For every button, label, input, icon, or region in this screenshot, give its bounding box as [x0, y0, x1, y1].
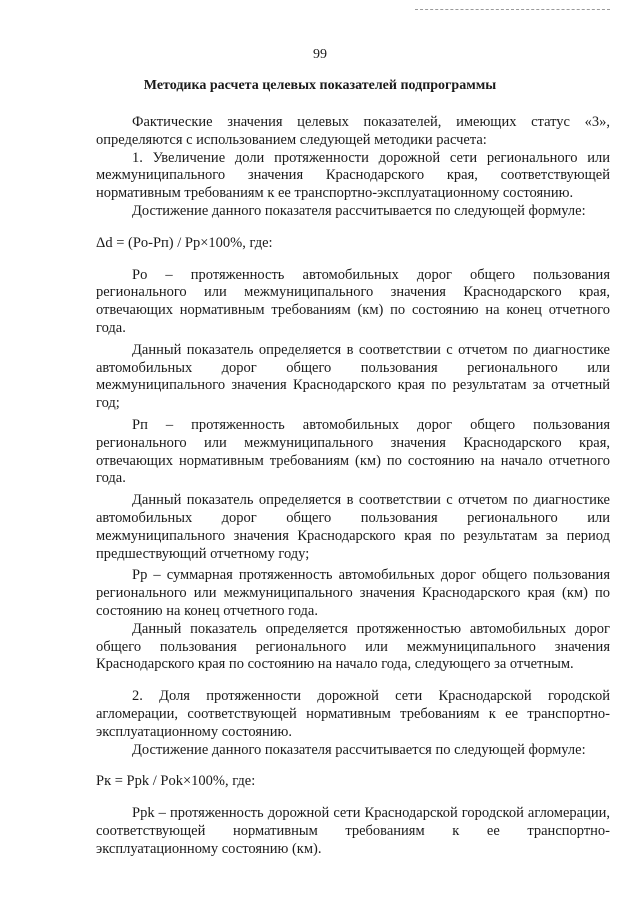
document-title: Методика расчета целевых показателей подпрограммы [143, 78, 497, 93]
definition-pp-total: Pp – суммарная протяженность автомобильных дорог общего пользования регионального или межмуниципального значения Краснодарского края (км) по состоянию на конец отчетного года. [96, 567, 610, 619]
definition-ppk: Ppk – протяженность дорожной сети Краснодарской городской агломерации, соответствующей нормативным требованиям к ее транспортно-эксплуатационному состоянию (км). [96, 805, 610, 857]
definition-po-source: Данный показатель определяется в соответствии с отчетом по диагностике автомобильных дорог общего пользования регионального или межмуниципального значения Краснодарского края по результатам за отчетный год; [96, 341, 610, 412]
definition-pp-start: Pп – протяженность автомобильных дорог общего пользования регионального или межмуниципального значения Краснодарского края, отвечающих нормативным требованиям (км) по состоянию на начало отчетного года. [96, 416, 610, 487]
formula-intro-2: Достижение данного показателя рассчитывается по следующей формуле: [132, 741, 586, 758]
definition-po: Po – протяженность автомобильных дорог общего пользования регионального или межмуниципального значения Краснодарского края, отвечающих нормативным требованиям (км) по состоянию на конец отчетного года. [96, 266, 610, 336]
formula-1: Δd = (Po-Pп) / Pp×100%, где: [96, 234, 273, 251]
page-number: 99 [313, 47, 327, 62]
indicator-1-heading: 1. Увеличение доли протяженности дорожной сети регионального или межмуниципального значения Краснодарского края, соответствующей нормативным требованиям к ее транспортно-эксплуатационному состоянию. [96, 149, 610, 202]
intro-paragraph: Фактические значения целевых показателей, имеющих статус «3», определяются с использованием следующей методики расчета: [96, 114, 610, 148]
formula-intro: Достижение данного показателя рассчитывается по следующей формуле: [132, 202, 586, 219]
indicator-2-heading: 2. Доля протяженности дорожной сети Краснодарской городской агломерации, соответствующей нормативным требованиям к ее транспортно-эксплуатационному состоянию. [96, 688, 610, 740]
document-body [96, 114, 610, 858]
definition-pp-start-source: Данный показатель определяется в соответствии с отчетом по диагностике автомобильных дорог общего пользования регионального или межмуниципального значения Краснодарского края по результатам за период предшествующий отчетному году; [96, 492, 610, 562]
definition-pp-total-source: Данный показатель определяется протяженностью автомобильных дорог общего пользования регионального или межмуниципального значения Краснодарского края по состоянию на начало года, следующего за отчетным. [96, 620, 610, 673]
formula-2: Pк = Ppk / Pok×100%, где: [96, 773, 256, 790]
scan-edge-line [415, 9, 610, 10]
